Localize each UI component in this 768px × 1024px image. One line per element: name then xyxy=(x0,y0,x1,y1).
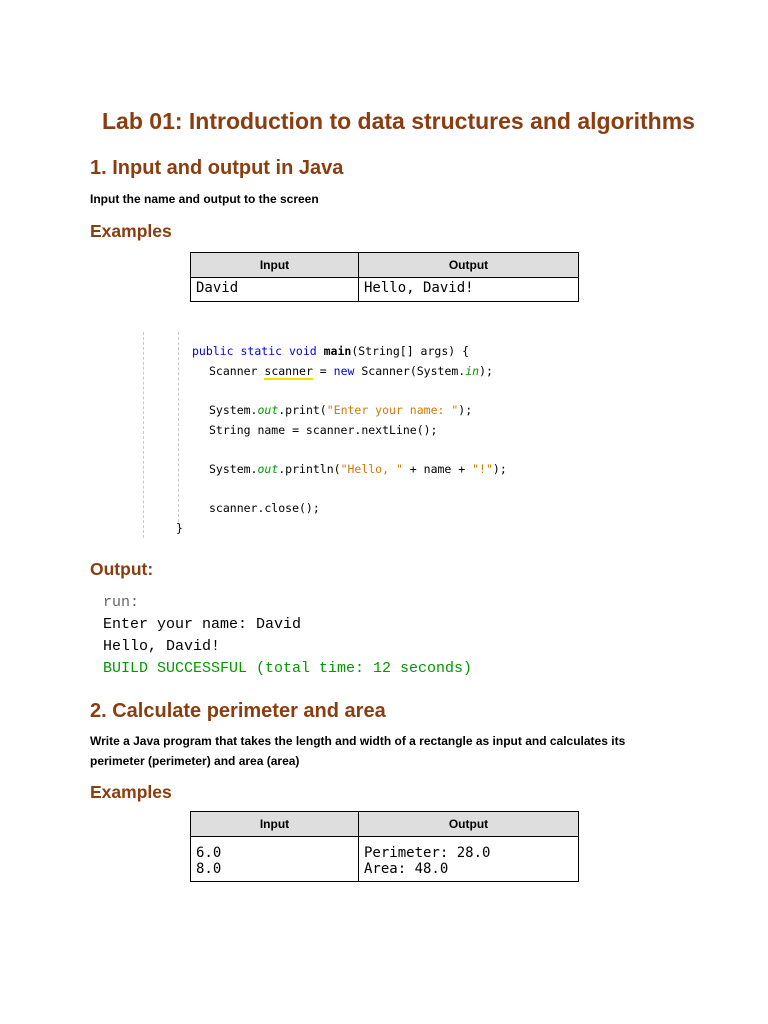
table-cell-line: Perimeter: 28.0 xyxy=(364,845,491,861)
code-text: Scanner(System. xyxy=(354,364,466,378)
section1-description: Input the name and output to the screen xyxy=(90,192,319,206)
code-keyword: public xyxy=(192,344,234,358)
table-cell-line: 6.0 xyxy=(196,845,222,861)
code-keyword: new xyxy=(333,364,355,378)
table-header-row xyxy=(191,253,579,278)
section1-heading: 1. Input and output in Java xyxy=(90,157,344,179)
code-text: ); xyxy=(479,364,493,378)
code-text: = xyxy=(312,364,334,378)
code-field: out xyxy=(257,403,279,417)
code-text: ); xyxy=(492,462,507,476)
section2-examples-heading: Examples xyxy=(90,782,172,802)
code-text: + name + xyxy=(402,462,473,476)
console-output-line: Hello, David! xyxy=(103,638,221,655)
code-text: System. xyxy=(209,462,258,476)
table-cell-input xyxy=(191,837,359,882)
code-line xyxy=(209,364,493,378)
code-field: out xyxy=(257,462,279,476)
code-text: .print( xyxy=(278,403,327,417)
output-heading: Output: xyxy=(90,559,154,579)
code-method-name: main xyxy=(323,344,352,358)
code-text: ); xyxy=(458,403,473,417)
code-text: System. xyxy=(209,403,258,417)
console-run-line: run: xyxy=(103,594,140,611)
code-line: } xyxy=(176,521,183,535)
table-header-input: Input xyxy=(191,253,359,278)
console-build-line: BUILD SUCCESSFUL (total time: 12 seconds) xyxy=(103,660,473,677)
code-line: String name = scanner.nextLine(); xyxy=(209,423,438,437)
table-header-input: Input xyxy=(191,812,359,837)
table-cell-output xyxy=(359,837,579,882)
code-string: "Enter your name: " xyxy=(326,403,459,417)
code-indent-guide xyxy=(178,332,179,522)
section2-heading: 2. Calculate perimeter and area xyxy=(90,700,386,722)
code-keyword: static xyxy=(240,344,283,358)
table-cell-line: Area: 48.0 xyxy=(364,861,449,877)
page-title: Lab 01: Introduction to data structures and algorithms xyxy=(102,108,695,134)
code-variable: scanner xyxy=(264,364,313,378)
section2-description-line2: perimeter (perimeter) and area (area) xyxy=(90,754,300,768)
code-text: Scanner xyxy=(209,364,258,378)
section2-description-line1: Write a Java program that takes the length and width of a rectangle as input and calculates its xyxy=(90,734,626,748)
console-output-line: Enter your name: David xyxy=(103,616,302,633)
code-line: scanner.close(); xyxy=(209,501,320,515)
table-cell-line: 8.0 xyxy=(196,861,222,877)
code-string: "Hello, " xyxy=(340,462,403,476)
code-string: "!" xyxy=(472,462,493,476)
table-header-output: Output xyxy=(359,253,579,278)
code-keyword: void xyxy=(288,344,317,358)
section1-examples-heading: Examples xyxy=(90,221,172,241)
table-row xyxy=(191,837,579,882)
code-text: .println( xyxy=(278,462,341,476)
code-field: in xyxy=(465,364,480,378)
table-row xyxy=(191,278,579,302)
table-cell-output: Hello, David! xyxy=(359,278,579,302)
code-text: (String[] args) { xyxy=(351,344,470,358)
table-header-output: Output xyxy=(359,812,579,837)
table-header-row xyxy=(191,812,579,837)
code-line xyxy=(192,344,469,358)
code-line xyxy=(209,403,472,417)
examples-table-2 xyxy=(190,811,579,882)
code-gutter-line xyxy=(143,332,144,538)
table-cell-input: David xyxy=(191,278,359,302)
code-line xyxy=(209,462,507,476)
examples-table-1 xyxy=(190,252,579,302)
